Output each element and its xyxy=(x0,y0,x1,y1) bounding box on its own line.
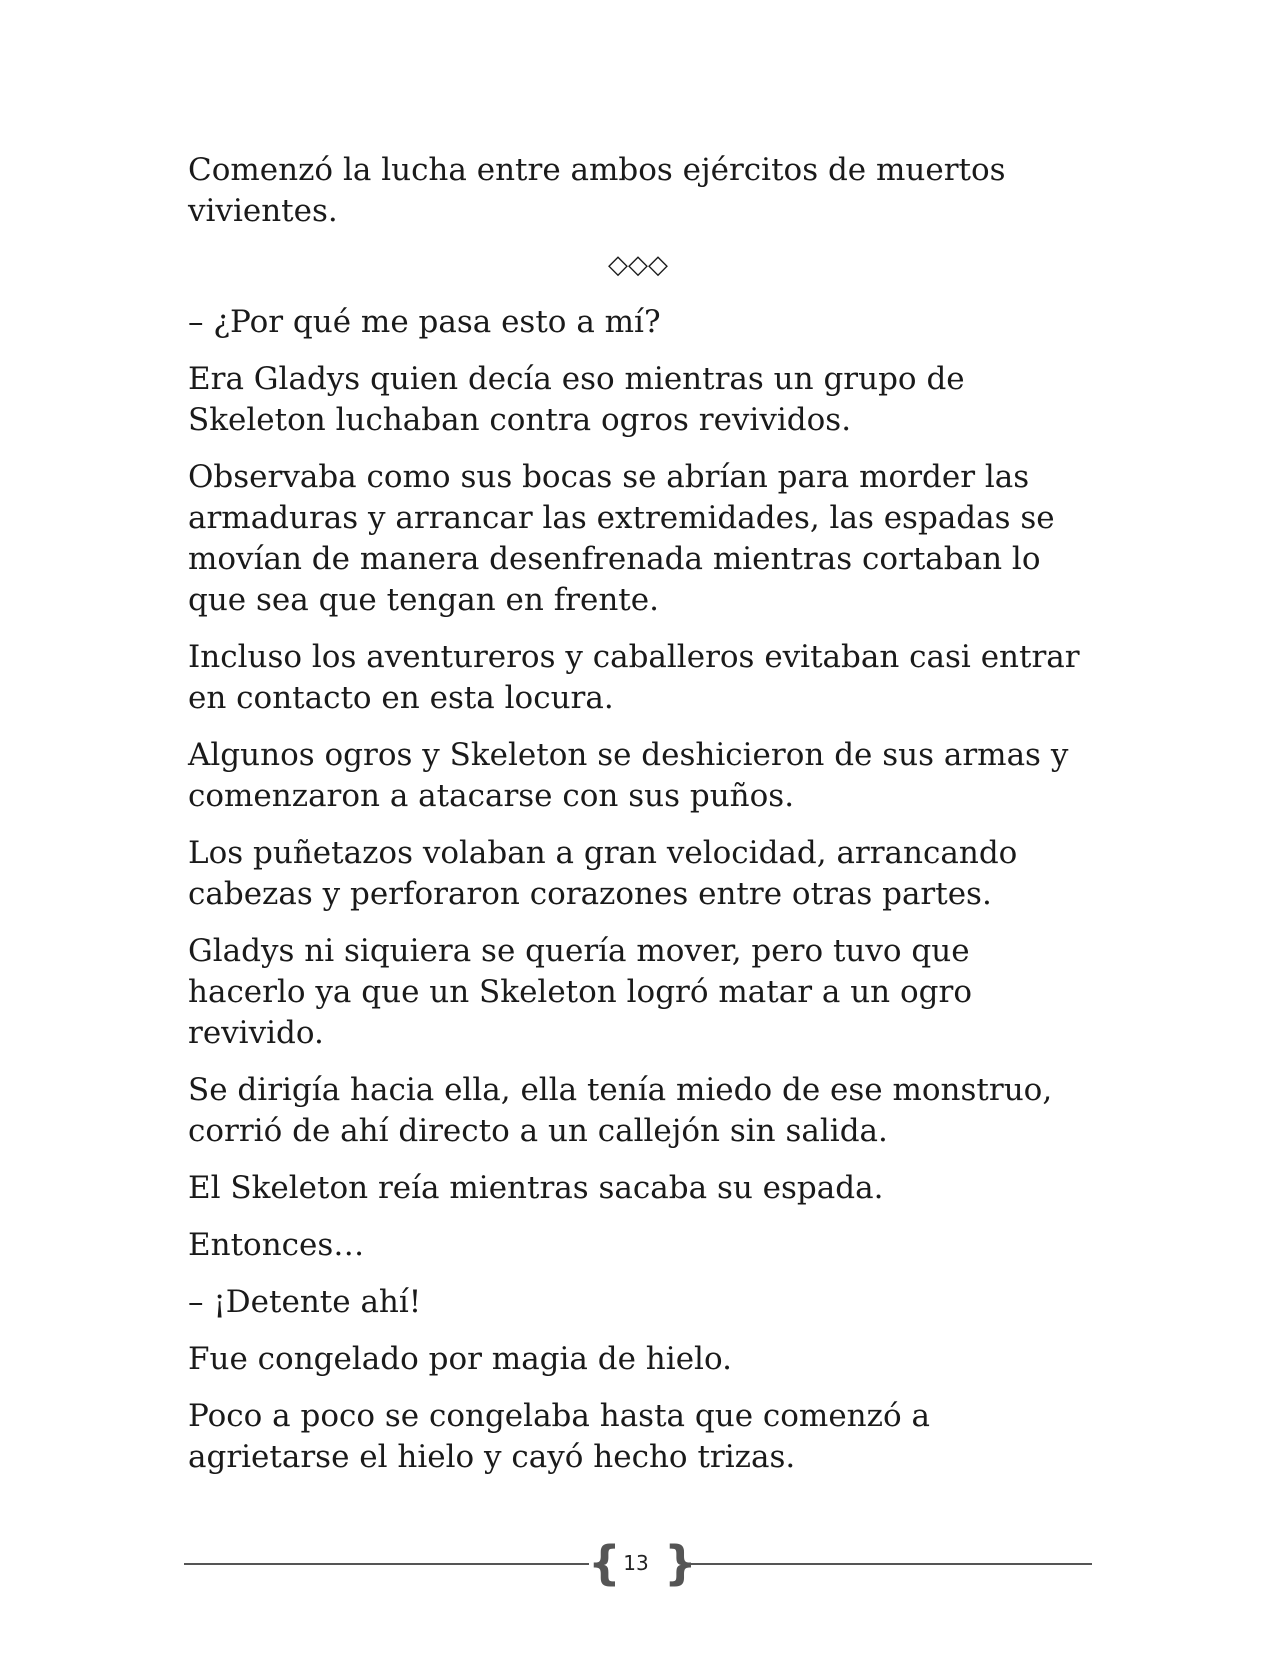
paragraph: Comenzó la lucha entre ambos ejércitos de muertos vivientes. xyxy=(188,152,1006,229)
paragraph: Se dirigía hacia ella, ella tenía miedo de ese monstruo, corrió de ahí directo a un callejón sin salida. xyxy=(188,1072,1053,1149)
paragraph: Era Gladys quien decía eso mientras un grupo de Skeleton luchaban contra ogros revividos. xyxy=(188,361,965,438)
right-brace-icon: } xyxy=(664,1536,697,1590)
body-text xyxy=(188,150,1088,1494)
left-brace-icon: { xyxy=(588,1536,621,1590)
paragraph: Gladys ni siquiera se quería mover, pero tuvo que hacerlo ya que un Skeleton logró matar a un ogro revivido. xyxy=(188,933,972,1051)
page-footer xyxy=(184,1535,1092,1591)
paragraph: Incluso los aventureros y caballeros evitaban casi entrar en contacto en esta locura. xyxy=(188,639,1080,716)
paragraph-dialogue: – ¡Detente ahí! xyxy=(188,1284,422,1320)
paragraph: Fue congelado por magia de hielo. xyxy=(188,1341,732,1377)
paragraph: Entonces… xyxy=(188,1227,365,1263)
paragraph: El Skeleton reía mientras sacaba su espada. xyxy=(188,1170,884,1206)
paragraph-dialogue: – ¿Por qué me pasa esto a mí? xyxy=(188,304,661,340)
paragraph: Algunos ogros y Skeleton se deshicieron de sus armas y comenzaron a atacarse con sus puños. xyxy=(188,737,1069,814)
scene-break-ornament: ◇◇◇ xyxy=(608,250,668,280)
footer-rule-right xyxy=(682,1563,1092,1565)
paragraph: Observaba como sus bocas se abrían para morder las armaduras y arrancar las extremidades, las espadas se movían de manera desenfrenada mientras cortaban lo que sea que tengan en frente. xyxy=(188,459,1055,618)
page-number: 13 xyxy=(623,1551,649,1575)
paragraph: Poco a poco se congelaba hasta que comenzó a agrietarse el hielo y cayó hecho trizas. xyxy=(188,1398,930,1475)
footer-rule-left xyxy=(184,1563,589,1565)
paragraph: Los puñetazos volaban a gran velocidad, arrancando cabezas y perforaron corazones entre otras partes. xyxy=(188,835,1018,912)
